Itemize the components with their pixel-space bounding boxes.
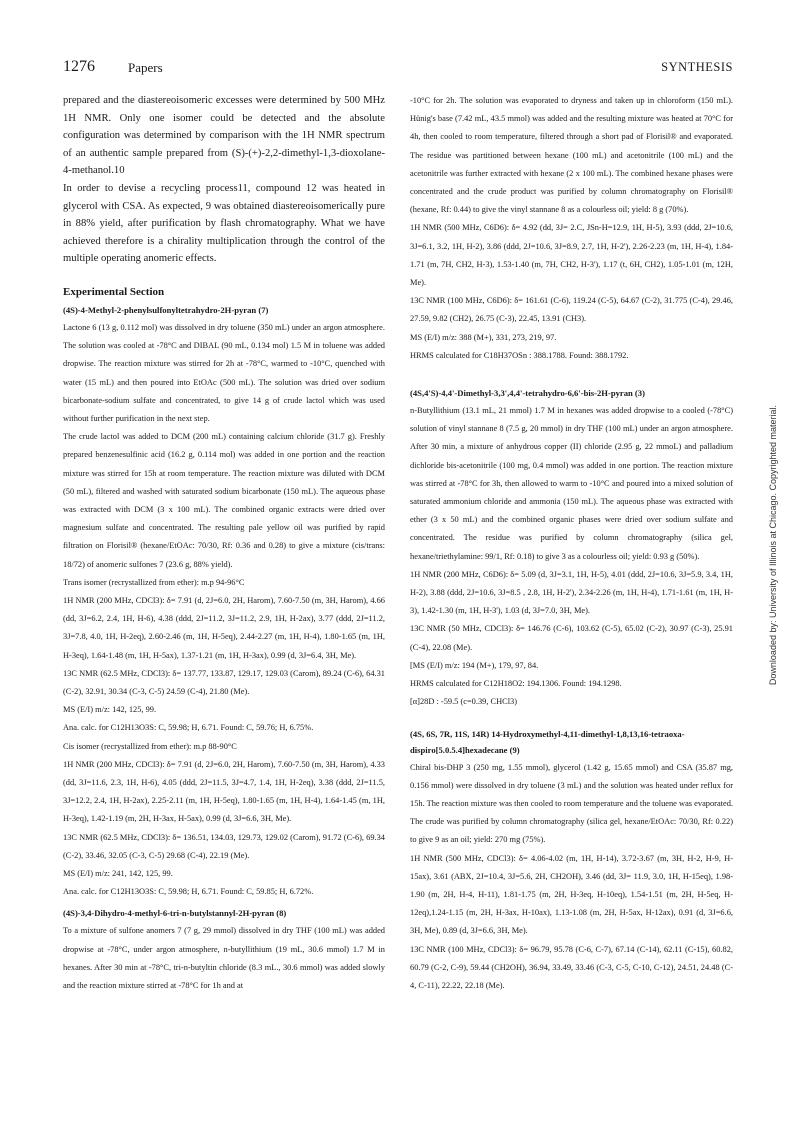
experimental-section-heading: Experimental Section <box>63 285 165 298</box>
intro-paragraph: prepared and the diastereoisomeric excesses were determined by 500 MHz 1H NMR. Only one isomer could be detected and the absolute configuration was determined by comparison with the 1H NMR spectrum of an authentic sample prepared from (S)-(+)-2,2-dimethyl-1,3-dioxolane-4-methanol.10 In order to devise a recycling process11, compound 12 was heated in glycerol with CSA. As expected, 9 was obtained diastereoisomerically pure in 88% yield, after purification by flash chromatography. What we have achieved therefore is a chirality multiplication through the control of the multiple operating anomeric effects. <box>63 95 385 265</box>
compound-9-13c-nmr: 13C NMR (100 MHz, CDCl3): δ= 96.79, 95.78 (C-6, C-7), 67.14 (C-14), 62.11 (C-15), 60.82, 60.79 (C-2, C-9), 59.44 (CH2OH), 36.94, 33.49, 33.46 (C-3, C-5, C-10, C-12), 24.51, 24.48 (C-4, C-11), 22.22, 22.18 (Me). <box>410 944 733 990</box>
download-watermark-text: Downloaded by: University of Illinois at Chicago. Copyrighted material. <box>768 404 778 686</box>
cis-analysis: Ana. calc. for C12H13O3S: C, 59.98; H, 6.71. Found: C, 59.85; H, 6.72%. <box>63 887 314 897</box>
compound-8-procedure-cont: -10°C for 2h. The solution was evaporated to dryness and taken up in chloroform (150 mL). Hünig's base (7.42 mL, 43.5 mmol) was added and the resulting mixture was heated at 70°C for 4h, then cooled to room temperature, filtered through a short pad of Florisil® and evaporated. The residue was partitioned between hexane (100 mL) and acetonitrile (100 mL) and the acetonitrile was further extracted with hexane (2 x 100 mL). The combined hexane phases were concentrated and the crude product was purified by column chromatography on Florisil® (hexane, Rf: 0.44) to give the vinyl stannane 8 as a colourless oil; yield: 8 g (70%). <box>410 96 733 215</box>
compound-8-title: (4S)-3,4-Dihydro-4-methyl-6-tri-n-butylstannyl-2H-pyran (8) <box>63 908 287 919</box>
trans-13c-nmr: 13C NMR (62.5 MHz, CDCl3): δ= 137.77, 133.87, 129.17, 129.03 (Carom), 89.24 (C-6), 64.31 (C-2), 32.91, 30.34 (C-3, C-5) 24.59 (C-4), 21.80 (Me). <box>63 668 385 696</box>
compound-8-procedure: To a mixture of sulfone anomers 7 (7 g, 29 mmol) dissolved in dry THF (100 mL) was added dropwise at -78°C, under argon atmosphere, n-butyllithium (19 mL, 30.6 mmol) 1.7 M in hexanes. After 30 min at -78°C, tri-n-butyltin chloride (8.3 mL., 30.6 mmol) was added slowly and the reaction mixture stirred at -78°C for 1h and at <box>63 926 385 991</box>
compound-3-1h-nmr: 1H NMR (200 MHz, C6D6): δ= 5.09 (d, 3J=3.1, 1H, H-5), 4.01 (ddd, 2J=10.6, 3J=5.9, 3.4, 1H, H-2), 3.88 (ddd, 2J=10.6, 3J=8.5 , 2.8, 1H, H-2'), 2.34-2.26 (m, 1H, H-4), 1.71-1.61 (m, 1H, H-3), 1.42-1.30 (m, 1H, H-3'), 1.03 (d, 3J=7.0, 3H, Me). <box>410 569 733 616</box>
cis-1h-nmr: 1H NMR (200 MHz, CDCl3): δ= 7.91 (d, 2J=6.0, 2H, Harom), 7.60-7.50 (m, 3H, Harom), 4.33 (dd, 3J=11.6, 2.3, 1H, H-6), 4.05 (ddd, 2J=11.5, 3J=4.7, 1.4, 1H, H-2eq), 3.38 (ddd, 2J=11.5, 3J=12.2, 2.4, 1H, H-2ax), 2.25-2.11 (m, 1H, H-5eq), 1.80-1.65 (m, 1H, H-4), 1.64-1.45 (m, 1H, H-3eq), 1.42-1.19 (m, 2H, H-3ax, H-5ax), 0.99 (d, 3J=6.6, 3H, Me). <box>63 759 385 824</box>
compound-3-procedure: n-Butyllithium (13.1 mL, 21 mmol) 1.7 M in hexanes was added dropwise to a cooled (-78°C) solution of vinyl stannane 8 (7.5 g, 20 mmol) in dry THF (100 mL) under an argon atmosphere. After 30 min, a mixture of anhydrous copper (II) chloride (2.95 g, 22 mmoL) and palladium dichloride bis-acetonitrile (100 mg, 0.4 mmol) was added in one portion. The reaction mixture was stirred at -78°C for 3h, then allowed to warm to -10°C and poured into a mixed solution of saturated ammonium chloride and ammonia (150 mL). The aqueous phase was extracted with ether (3 x 50 mL) and the combined organic phases were dried over sodium sulfate and concentrated. The residue was purified by column chromatography (silica gel, hexane/triethylamine: 99/1, Rf: 0.18) to give 3 as a colourless oil; yield: 0.93 g (50%). <box>410 406 733 561</box>
compound-8-1h-nmr: 1H NMR (500 MHz, C6D6): δ= 4.92 (dd, 3J= 2.C, JSn-H=12.9, 1H, H-5), 3.93 (ddd, 2J=10.6, 3J=6.1, 3.2, 1H, H-2), 3.86 (ddd, 2J=10.6, 3J=8.9, 2.7, 1H, H-2'), 2.26-2.23 (m, 1H, H-4), 1.84-1.71 (m, 7H, CH2, H-3), 1.53-1.40 (m, 7H, CH2, H-3'), 1.17 (t, 6H, CH2), 1.05-1.01 (m, 12H, Me). <box>410 223 733 288</box>
compound-3-title: (4S,4'S)-4,4'-Dimethyl-3,3',4,4'-tetrahydro-6,6'-bis-2H-pyran (3) <box>410 388 645 399</box>
compound-3-13c-nmr: 13C NMR (50 MHz, CDCl3): δ= 146.76 (C-6), 103.62 (C-5), 65.02 (C-2), 30.97 (C-3), 25.91 (C-4), 22.08 (Me). <box>410 624 733 652</box>
page-number: 1276 <box>63 58 95 75</box>
page-header <box>63 58 733 78</box>
compound-3-hrms: HRMS calculated for C12H18O2: 194.1306. Found: 194.1298. <box>410 679 622 689</box>
compound-9-title: (4S, 6S, 7R, 11S, 14R) 14-Hydroxymethyl-4,11-dimethyl-1,8,13,16-tetraoxa-dispiro[5.0.5.4]hexadecane (9) <box>410 728 685 755</box>
compound-3-rotation: [α]28D : -59.5 (c=0.39, CHCl3) <box>410 697 518 707</box>
compound-7-procedure: Lactone 6 (13 g, 0.112 mol) was dissolved in dry toluene (350 mL) under an argon atmosphere. The solution was cooled at -78°C and DIBAL (90 mL, 0.134 mol) 1.5 M in toluene was added dropwise. The reaction mixture was stirred for 2h at -78°C, warmed to -10°C, quenched with water (15 mL) and then poured into EtOAc (500 mL). The solution was dried over sodium bicarbonate-sodium sulfate and concentrated, to give 14 g of crude lactol which was used without further purification in the next step. <box>63 322 385 423</box>
trans-isomer-mp: Trans isomer (recrystallized from ether): m.p 94-96°C <box>63 577 245 587</box>
compound-8-13c-nmr: 13C NMR (100 MHz, C6D6): δ= 161.61 (C-6), 119.24 (C-5), 64.67 (C-2), 31.775 (C-4), 29.46, 27.59, 9.82 (CH2), 26.75 (C-3), 22.45, 13.91 (CH3). <box>410 296 733 324</box>
compound-8-hrms: HRMS calculated for C18H37OSn : 388.1788. Found: 388.1792. <box>410 350 629 360</box>
compound-9-1h-nmr: 1H NMR (500 MHz, CDCl3): δ= 4.06-4.02 (m, 1H, H-14), 3.72-3.67 (m, 3H, H-2, H-9, H-15ax), 3.61 (ABX, 2J=10.4, 3J=5.6, 2H, CH2OH), 3.46 (dd, 3J= 11.9, 3.0, 1H, H-15eq), 1.98-1.90 (m, 2H, H-4, H-11), 1.81-1.75 (m, 2H, H-3eq, H-10eq), 1.54-1.51 (m, 2H, H-5eq, H-12eq),1.24-1.15 (m, 2H, H-3ax, H-10ax), 1.13-1.08 (m, 2H, H-5ax, H-12ax), 0.91 (d, 3J=6.6, 3H, Me), 0.89 (d, 3J=6.6, 3H, Me). <box>410 853 733 936</box>
compound-9-procedure: Chiral bis-DHP 3 (250 mg, 1.55 mmol), glycerol (1.42 g, 15.65 mmol) and CSA (35.87 mg, 0.156 mmol) were dissolved in dry toluene (3 mL) and the solution was heated under reflux for 15h. The reaction mixture was then cooled to room temperature and the toluene was evaporated. The crude was purified by column chromatography (silica gel, hexane/EtOAc: 70/30, Rf: 0.22) to give 9 as an oil; yield: 270 mg (75%). <box>410 762 733 845</box>
left-column <box>63 92 385 995</box>
trans-1h-nmr: 1H NMR (200 MHz, CDCl3): δ= 7.91 (d, 2J=6.0, 2H, Harom), 7.60-7.50 (m, 3H, Harom), 4.66 (dd, 3J=6.2, 2.4, 1H, H-6), 4.38 (ddd, 2J=11.2, 3J=11.2, 2.9, 1H, H-2ax), 3.77 (ddd, 2J=11.2, 3J=7.8, 4.0, 1H, H-2eq), 2.60-2.46 (m, 1H, H-5eq), 2.44-2.27 (m, 1H, H-4), 1.80-1.65 (m, 1H, H-3eq), 1.64-1.48 (m, 1H, H-5ax), 1.37-1.21 (m, 1H, H-3ax), 0.99 (d, 3J=6.4, 3H, Me). <box>63 595 385 660</box>
compound-8-ms: MS (E/I) m/z: 388 (M+), 331, 273, 219, 97. <box>410 332 557 342</box>
trans-analysis: Ana. calc. for C12H13O3S: C, 59.98; H, 6.71. Found: C, 59.76; H, 6.75%. <box>63 723 314 733</box>
cis-13c-nmr: 13C NMR (62.5 MHz, CDCl3): δ= 136.51, 134.03, 129.73, 129.02 (Carom), 91.72 (C-6), 69.34 (C-2), 33.46, 32.05 (C-3, C-5) 29.68 (C-4), 22.19 (Me). <box>63 832 385 860</box>
right-column <box>410 92 733 995</box>
journal-section: Papers <box>128 60 163 75</box>
cis-ms: MS (E/I) m/z: 241, 142, 125, 99. <box>63 869 173 879</box>
compound-7-title: (4S)-4-Methyl-2-phenylsulfonyltetrahydro-2H-pyran (7) <box>63 304 269 315</box>
compound-3-ms: [MS (E/I) m/z: 194 (M+), 179, 97, 84. <box>410 660 539 670</box>
compound-7-procedure-2: The crude lactol was added to DCM (200 mL) containing calcium chloride (31.7 g). Freshly prepared benzenesulfinic acid (16.2 g, 0.114 mol) was added in one portion and the reaction mixture was stirred for 15h at room temperature. The reaction mixture was diluted with DCM (50 mL), filtered and washed with saturated sodium bicarbonate (150 mL). The aqueous phase was extracted with DCM (3 x 100 mL). The combined organic extracts were dried over magnesium sulfate and concentrated. The resulting pale yellow oil was purified by rapid filtration on Florisil® (hexane/EtOAc: 70/30, Rf: 0.36 and 0.28) to give a mixture (cis/trans: 18/72) of anomeric sulfones 7 (23.6 g, 88% yield). <box>63 432 385 569</box>
trans-ms: MS (E/I) m/z: 142, 125, 99. <box>63 705 157 715</box>
journal-name: SYNTHESIS <box>661 60 733 74</box>
cis-isomer-mp: Cis isomer (recrystallized from ether): m.p 88-90°C <box>63 741 237 751</box>
